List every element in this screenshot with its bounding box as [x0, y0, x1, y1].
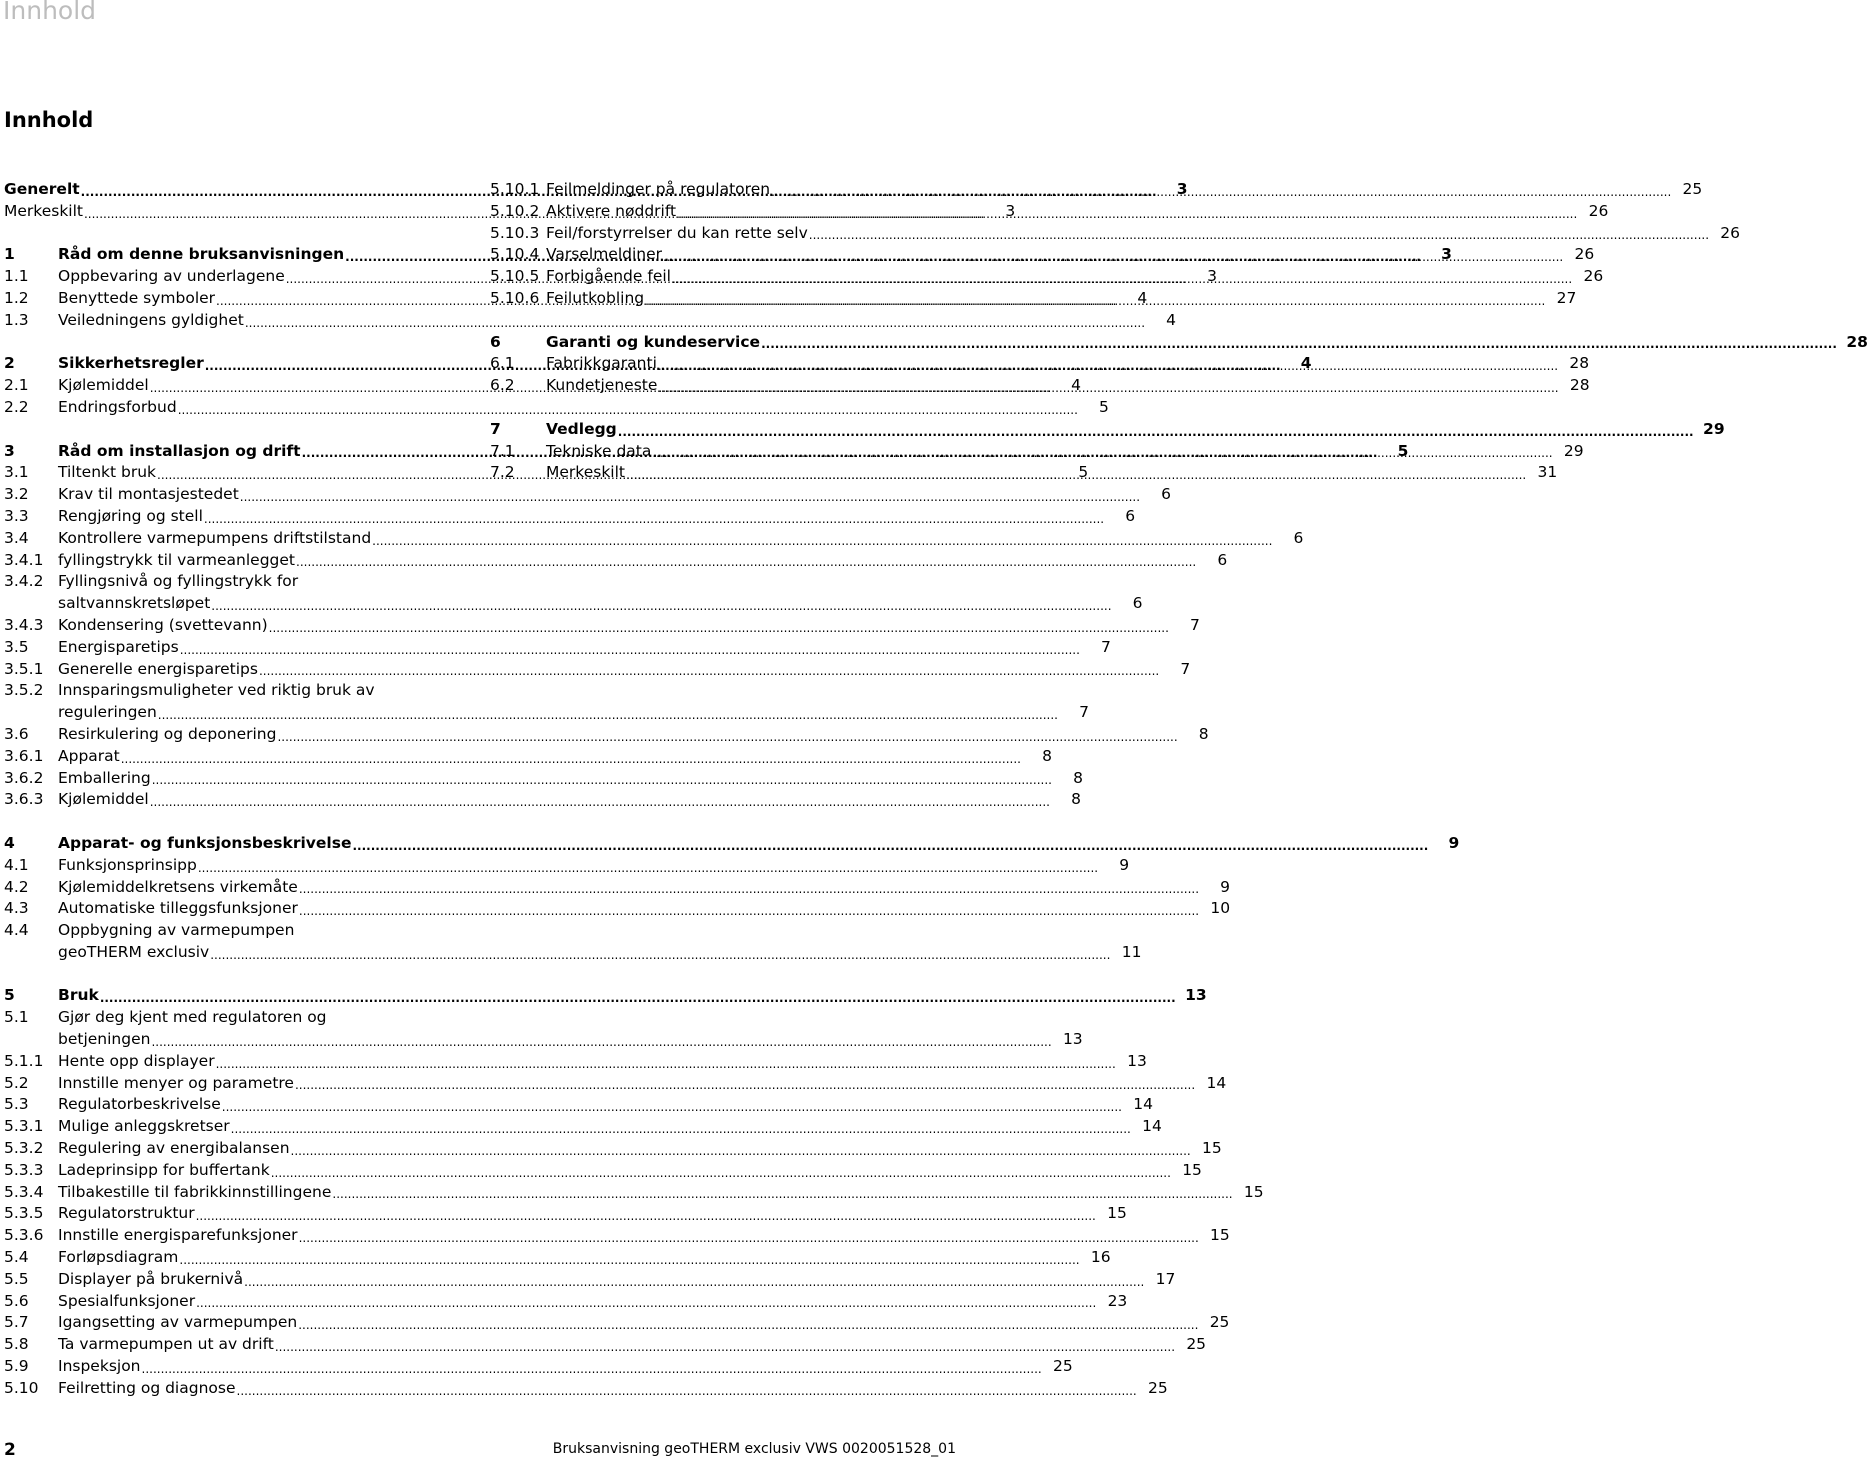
- toc-entry[interactable]: [4, 1073, 1227, 1095]
- toc-entry-number: 2: [4, 354, 15, 373]
- toc-entry-number: 7.1: [490, 441, 515, 460]
- toc-entry-title: Tiltenkt bruk: [58, 463, 157, 482]
- toc-dot-leader: [761, 335, 1837, 353]
- toc-spacer: [4, 964, 472, 986]
- toc-entry-page: 7: [1101, 637, 1111, 656]
- toc-entry-title: Merkeskilt: [546, 463, 625, 482]
- toc-entry-page: 17: [1155, 1269, 1176, 1288]
- toc-dot-leader: [216, 1055, 1116, 1073]
- toc-entry-page: 31: [1537, 463, 1558, 482]
- toc-entry[interactable]: [4, 920, 472, 942]
- toc-dot-leader: [271, 1164, 1171, 1182]
- toc-entry-page: 4: [1137, 288, 1148, 307]
- toc-dot-leader: [298, 1316, 1198, 1334]
- toc-dot-leader: [244, 1273, 1144, 1291]
- toc-entry-page: 7: [1190, 615, 1200, 634]
- toc-entry[interactable]: [4, 659, 1191, 681]
- toc-entry[interactable]: [4, 1203, 1127, 1225]
- toc-entry[interactable]: [4, 615, 1200, 637]
- toc-entry[interactable]: [4, 833, 1460, 855]
- toc-entry-title: Kondensering (svettevann): [58, 615, 268, 634]
- toc-entry-title: Fabrikkgaranti: [546, 354, 657, 373]
- toc-entry-page: 6: [1217, 550, 1228, 569]
- toc-entry-number: 3.3: [4, 506, 29, 525]
- toc-entry-title: Merkeskilt: [4, 201, 83, 220]
- toc-entry-title: Apparat- og funksjonsbeskrivelse: [58, 833, 352, 852]
- toc-entry-number: 5.1: [4, 1008, 29, 1027]
- toc-dot-leader: [291, 1142, 1191, 1160]
- toc-dot-leader: [275, 1338, 1175, 1356]
- toc-entry-number: 5: [4, 986, 15, 1005]
- toc-entry-number: 5.3.3: [4, 1160, 44, 1179]
- toc-entry-page: 14: [1206, 1073, 1227, 1092]
- toc-entry[interactable]: [4, 985, 1207, 1007]
- toc-entry-page: 8: [1071, 790, 1081, 809]
- toc-entry[interactable]: [490, 179, 1703, 201]
- toc-entry-number: 5.3: [4, 1095, 29, 1114]
- toc-entry[interactable]: [4, 746, 1052, 768]
- toc-entry-title: Hente opp displayer: [58, 1051, 215, 1070]
- toc-entry-page: 9: [1119, 855, 1130, 874]
- toc-entry-number: 7: [490, 419, 501, 438]
- toc-entry-page: 23: [1107, 1291, 1128, 1310]
- toc-entry-number: 1: [4, 245, 15, 264]
- toc-entry-title: saltvannskretsløpet: [58, 594, 211, 613]
- toc-spacer: [4, 223, 472, 245]
- toc-entry-number: 3.1: [4, 463, 29, 482]
- toc-entry-number: 4.4: [4, 921, 29, 940]
- toc-entry-title: Ta varmepumpen ut av drift: [58, 1335, 274, 1354]
- toc-entry-number: 5.3.2: [4, 1139, 44, 1158]
- toc-dot-leader: [663, 248, 1563, 266]
- toc-entry-page: 14: [1133, 1095, 1153, 1114]
- toc-spacer: [4, 332, 472, 354]
- toc-entry-number: 5.5: [4, 1269, 29, 1288]
- toc-dot-leader: [231, 1120, 1131, 1138]
- toc-entry[interactable]: [4, 1247, 1111, 1269]
- toc-dot-leader: [352, 837, 1428, 855]
- toc-entry-title: Krav til montasjestedet: [58, 485, 239, 504]
- toc-entry-page: 6: [1132, 594, 1143, 613]
- toc-entry-title: Automatiske tilleggsfunksjoner: [58, 899, 298, 918]
- toc-entry[interactable]: [4, 528, 1304, 550]
- toc-entry-page: 15: [1210, 1226, 1230, 1245]
- toc-entry-page: 28: [1569, 376, 1590, 395]
- footer-page-number: 2: [4, 1440, 16, 1460]
- toc-entry-title: Aktivere nøddrift: [546, 201, 677, 220]
- toc-entry-number: 1.1: [4, 267, 29, 286]
- toc-entry-page: 6: [1293, 528, 1304, 547]
- toc-dot-leader: [658, 379, 1558, 397]
- toc-entry-title: Feilutkobling: [546, 288, 645, 307]
- toc-entry-number: 3.5: [4, 637, 29, 656]
- toc-entry-number: 5.3.4: [4, 1182, 44, 1201]
- toc-entry-page: 8: [1198, 724, 1209, 743]
- toc-entry-page: 4: [1300, 354, 1312, 373]
- toc-dot-leader: [152, 771, 1052, 789]
- toc-spacer: [490, 397, 960, 419]
- toc-entry[interactable]: [4, 1225, 1230, 1247]
- toc-entry[interactable]: [490, 266, 1604, 288]
- toc-entry-title: Kontrollere varmepumpens driftstilstand: [58, 528, 372, 547]
- toc-entry[interactable]: [4, 571, 472, 593]
- toc-entry-title: Oppbevaring av underlagene: [58, 267, 285, 286]
- toc-entry[interactable]: [490, 288, 1577, 310]
- toc-entry-number: 6: [490, 332, 501, 351]
- toc-entry-title: betjeningen: [58, 1030, 151, 1049]
- toc-entry-page: 7: [1180, 659, 1191, 678]
- toc-entry-page: 25: [1209, 1313, 1230, 1332]
- toc-dot-leader: [210, 946, 1110, 964]
- toc-entry[interactable]: [4, 1182, 1264, 1204]
- toc-dot-leader: [652, 444, 1552, 462]
- toc-entry-number: 4.1: [4, 855, 29, 874]
- running-header-title: Innhold: [3, 0, 97, 25]
- toc-entry-page: 26: [1720, 223, 1741, 242]
- toc-entry-number: 1.3: [4, 310, 29, 329]
- toc-dot-leader: [372, 532, 1272, 550]
- toc-entry-number: 5.6: [4, 1291, 29, 1310]
- toc-entry-number: 3.5.2: [4, 681, 44, 700]
- toc-entry-number: 4.2: [4, 877, 29, 896]
- toc-dot-leader: [618, 423, 1694, 441]
- toc-entry-page: 10: [1210, 899, 1231, 918]
- toc-entry-title: Emballering: [58, 768, 151, 787]
- toc-entry-number: 1.2: [4, 288, 29, 307]
- toc-entry-page: 15: [1107, 1204, 1127, 1223]
- toc-entry-title: Kjølemiddel: [58, 376, 149, 395]
- toc-entry[interactable]: [4, 506, 1136, 528]
- toc-spacer: [4, 811, 472, 833]
- toc-entry-title: Benyttede symboler: [58, 288, 216, 307]
- toc-entry-number: 5.8: [4, 1335, 29, 1354]
- toc-entry-title: Innsparingsmuligheter ved riktig bruk av: [58, 681, 375, 700]
- toc-entry[interactable]: [490, 201, 1609, 223]
- toc-dot-leader: [196, 1294, 1096, 1312]
- toc-entry-number: 4: [4, 833, 15, 852]
- toc-entry-page: 7: [1079, 703, 1089, 722]
- toc-entry-title: Gjør deg kjent med regulatoren og: [58, 1008, 327, 1027]
- toc-entry[interactable]: [490, 244, 1595, 266]
- toc-entry[interactable]: [490, 462, 1558, 484]
- toc-dot-leader: [158, 706, 1058, 724]
- toc-entry-number: 3.2: [4, 485, 29, 504]
- toc-spacer: [4, 419, 472, 441]
- toc-dot-leader: [269, 619, 1169, 637]
- toc-entry-title: Energisparetips: [58, 637, 179, 656]
- toc-entry-title: Råd om installasjon og drift: [58, 441, 301, 460]
- toc-entry-title: Regulering av energibalansen: [58, 1139, 290, 1158]
- toc-entry-page: 3: [1207, 267, 1217, 286]
- toc-entry[interactable]: [4, 680, 472, 702]
- toc-entry-title: Feil/forstyrrelser du kan rette selv: [546, 223, 808, 242]
- toc-entry[interactable]: [4, 702, 1089, 724]
- toc-entry-title: Resirkulering og deponering: [58, 724, 277, 743]
- toc-entry[interactable]: [490, 332, 1868, 354]
- toc-entry-page: 9: [1220, 877, 1231, 896]
- toc-entry-number: 3.6: [4, 724, 29, 743]
- toc-dot-leader: [658, 357, 1558, 375]
- toc-entry-title: Forbigående feil: [546, 267, 671, 286]
- toc-entry-number: 5.10.2: [490, 201, 540, 220]
- toc-entry-page: 15: [1202, 1139, 1222, 1158]
- toc-entry-page: 27: [1556, 288, 1577, 307]
- toc-entry-number: 3.4.3: [4, 615, 44, 634]
- toc-dot-leader: [100, 989, 1176, 1007]
- toc-dot-leader: [150, 793, 1050, 811]
- toc-entry-number: 3.6.2: [4, 768, 44, 787]
- toc-entry-number: 7.2: [490, 463, 515, 482]
- toc-right-column: [490, 179, 1868, 484]
- toc-entry-page: 29: [1563, 441, 1584, 460]
- toc-dot-leader: [645, 292, 1545, 310]
- toc-dot-leader: [237, 1382, 1137, 1400]
- toc-entry-title: Veiledningens gyldighet: [58, 310, 244, 329]
- toc-entry[interactable]: [4, 397, 1109, 419]
- toc-entry-page: 29: [1703, 419, 1725, 438]
- toc-entry[interactable]: [4, 1334, 1207, 1356]
- toc-entry[interactable]: [4, 1291, 1128, 1313]
- toc-dot-leader: [677, 205, 1577, 223]
- toc-entry-title: Kjølemiddel: [58, 790, 149, 809]
- toc-entry[interactable]: [490, 441, 1584, 463]
- toc-entry[interactable]: [4, 1356, 1073, 1378]
- toc-entry[interactable]: [490, 419, 1725, 441]
- toc-entry[interactable]: [4, 1312, 1230, 1334]
- toc-entry[interactable]: [4, 1094, 1153, 1116]
- toc-entry-number: 6.1: [490, 354, 515, 373]
- toc-entry-title: Regulatorbeskrivelse: [58, 1095, 221, 1114]
- toc-entry-number: 4.3: [4, 899, 29, 918]
- toc-entry-number: 5.1.1: [4, 1051, 44, 1070]
- toc-entry-page: 15: [1243, 1182, 1264, 1201]
- toc-entry-number: 5.4: [4, 1248, 29, 1267]
- toc-entry-title: Spesialfunksjoner: [58, 1291, 196, 1310]
- toc-entry[interactable]: [490, 223, 1741, 245]
- toc-entry-title: Forløpsdiagram: [58, 1248, 179, 1267]
- toc-entry-number: 3.4.1: [4, 550, 44, 569]
- toc-entry-page: 25: [1682, 180, 1703, 198]
- toc-entry[interactable]: [4, 593, 1143, 615]
- toc-dot-leader: [299, 880, 1199, 898]
- toc-entry[interactable]: [4, 1378, 1168, 1400]
- toc-entry-number: 5.10: [4, 1378, 39, 1397]
- toc-dot-leader: [204, 510, 1104, 528]
- toc-entry[interactable]: [4, 1160, 1202, 1182]
- toc-entry-title: Rengjøring og stell: [58, 506, 203, 525]
- toc-entry-page: 4: [1166, 310, 1177, 329]
- page-title: Innhold: [4, 108, 94, 132]
- toc-entry-page: 13: [1185, 986, 1207, 1005]
- toc-entry-title: Vedlegg: [546, 419, 617, 438]
- toc-entry-number: 3.4: [4, 528, 29, 547]
- toc-entry-title: Funksjonsprinsipp: [58, 855, 197, 874]
- toc-entry-page: 15: [1182, 1160, 1202, 1179]
- toc-entry-page: 4: [1071, 376, 1081, 395]
- toc-entry-number: 2.2: [4, 397, 29, 416]
- toc-entry-number: 5.10.5: [490, 267, 540, 286]
- toc-entry-title: Innstille energisparefunksjoner: [58, 1226, 298, 1245]
- toc-entry-title: Varselmeldiner: [546, 245, 663, 264]
- toc-entry-number: 5.10.4: [490, 245, 540, 264]
- toc-entry-page: 13: [1062, 1030, 1083, 1049]
- toc-entry-title: Generelle energisparetips: [58, 659, 258, 678]
- toc-entry-page: 26: [1574, 245, 1595, 264]
- toc-entry-title: Regulatorstruktur: [58, 1204, 195, 1223]
- toc-entry-title: Kjølemiddelkretsens virkemåte: [58, 877, 298, 896]
- toc-entry-number: 5.9: [4, 1357, 29, 1376]
- toc-entry-title: Displayer på brukernivå: [58, 1269, 244, 1288]
- toc-entry[interactable]: [4, 1029, 1083, 1051]
- toc-entry-page: 3: [1441, 245, 1452, 264]
- toc-entry[interactable]: [490, 353, 1590, 375]
- toc-entry-title: Tekniske data: [546, 441, 652, 460]
- toc-entry-number: 3: [4, 441, 15, 460]
- toc-entry-title: Ladeprinsipp for buffertank: [58, 1160, 270, 1179]
- toc-entry-page: 3: [1005, 201, 1016, 220]
- toc-entry-page: 8: [1042, 746, 1052, 765]
- toc-entry-title: geoTHERM exclusiv: [58, 942, 210, 961]
- toc-entry-number: 5.3.6: [4, 1226, 44, 1245]
- toc-dot-leader: [771, 183, 1671, 201]
- toc-entry-number: 5.3.5: [4, 1204, 44, 1223]
- toc-entry-title: Igangsetting av varmepumpen: [58, 1313, 298, 1332]
- toc-entry[interactable]: [4, 942, 1142, 964]
- toc-entry[interactable]: [4, 768, 1083, 790]
- toc-dot-leader: [198, 859, 1098, 877]
- toc-entry[interactable]: [4, 637, 1111, 659]
- toc-entry-page: 14: [1142, 1117, 1162, 1136]
- toc-entry-number: 3.4.2: [4, 572, 44, 591]
- toc-entry-title: Innstille menyer og parametre: [58, 1073, 294, 1092]
- toc-entry-title: Endringsforbud: [58, 397, 177, 416]
- toc-dot-leader: [672, 270, 1572, 288]
- toc-entry-page: 25: [1186, 1335, 1207, 1354]
- toc-entry-page: 6: [1161, 485, 1172, 504]
- toc-entry[interactable]: [4, 724, 1209, 746]
- toc-entry-title: Bruk: [58, 986, 99, 1005]
- toc-entry[interactable]: [4, 1007, 472, 1029]
- toc-entry-number: 3.5.1: [4, 659, 44, 678]
- footer-document-title: Bruksanvisning geoTHERM exclusiv VWS 0020051528_01: [552, 1441, 956, 1457]
- toc-entry-page: 9: [1448, 833, 1460, 852]
- toc-entry-title: reguleringen: [58, 703, 157, 722]
- toc-entry-page: 6: [1125, 506, 1136, 525]
- toc-entry-page: 5: [1099, 397, 1109, 416]
- toc-entry-title: Generelt: [4, 180, 80, 198]
- toc-dot-leader: [626, 466, 1526, 484]
- toc-entry-page: 26: [1583, 267, 1604, 286]
- toc-entry[interactable]: [4, 550, 1228, 572]
- toc-dot-leader: [296, 553, 1196, 571]
- toc-entry-page: 25: [1147, 1378, 1168, 1397]
- toc-entry-number: 5.7: [4, 1313, 29, 1332]
- toc-entry-page: 25: [1053, 1357, 1073, 1376]
- toc-entry-title: Feilmeldinger på regulatoren: [546, 180, 771, 198]
- toc-entry[interactable]: [490, 375, 1590, 397]
- toc-entry[interactable]: [4, 855, 1130, 877]
- toc-entry[interactable]: [4, 1269, 1176, 1291]
- toc-entry-page: 13: [1127, 1051, 1147, 1070]
- toc-entry-page: 28: [1846, 332, 1868, 351]
- toc-dot-leader: [121, 750, 1021, 768]
- toc-entry-number: 5.2: [4, 1073, 29, 1092]
- toc-dot-leader: [259, 662, 1159, 680]
- toc-entry[interactable]: [4, 1116, 1162, 1138]
- toc-entry-title: Kundetjeneste: [546, 376, 658, 395]
- toc-entry[interactable]: [4, 484, 1172, 506]
- toc-entry-title: Mulige anleggskretser: [58, 1117, 230, 1136]
- toc-entry-number: 2.1: [4, 376, 29, 395]
- toc-dot-leader: [299, 902, 1199, 920]
- toc-dot-leader: [180, 641, 1080, 659]
- toc-entry-number: 5.3.1: [4, 1117, 44, 1136]
- toc-entry[interactable]: [4, 1138, 1222, 1160]
- toc-entry[interactable]: [4, 310, 1177, 332]
- toc-entry[interactable]: [4, 898, 1231, 920]
- toc-dot-leader: [295, 1076, 1195, 1094]
- toc-entry-title: Tilbakestille til fabrikkinnstillingene: [58, 1182, 332, 1201]
- toc-entry-page: 3: [1176, 180, 1188, 198]
- toc-entry[interactable]: [4, 877, 1231, 899]
- toc-entry-title: Apparat: [58, 746, 120, 765]
- toc-entry-title: Garanti og kundeservice: [546, 332, 761, 351]
- toc-entry-title: fyllingstrykk til varmeanlegget: [58, 550, 295, 569]
- toc-dot-leader: [299, 1229, 1199, 1247]
- toc-entry[interactable]: [4, 1051, 1147, 1073]
- toc-entry-page: 16: [1090, 1248, 1111, 1267]
- toc-dot-leader: [211, 597, 1111, 615]
- toc-entry[interactable]: [4, 789, 1081, 811]
- toc-entry-title: Fyllingsnivå og fyllingstrykk for: [58, 572, 299, 591]
- toc-entry-number: 5.10.3: [490, 223, 540, 242]
- toc-entry-title: Råd om denne bruksanvisningen: [58, 245, 345, 264]
- toc-dot-leader: [142, 1360, 1042, 1378]
- toc-entry-title: Feilretting og diagnose: [58, 1378, 236, 1397]
- toc-dot-leader: [196, 1207, 1096, 1225]
- toc-dot-leader: [277, 728, 1177, 746]
- toc-dot-leader: [809, 226, 1709, 244]
- toc-dot-leader: [151, 1033, 1051, 1051]
- toc-entry-number: 6.2: [490, 376, 515, 395]
- toc-entry-page: 28: [1569, 354, 1590, 373]
- toc-entry-number: 5.10.6: [490, 288, 540, 307]
- toc-entry-number: 5.10.1: [490, 180, 540, 198]
- toc-dot-leader: [222, 1098, 1122, 1116]
- toc-entry-page: 26: [1588, 201, 1609, 220]
- toc-entry-title: Inspeksjon: [58, 1357, 141, 1376]
- toc-dot-leader: [240, 488, 1140, 506]
- toc-dot-leader: [332, 1185, 1232, 1203]
- toc-entry-page: 5: [1397, 441, 1409, 460]
- toc-entry-title: Oppbygning av varmepumpen: [58, 921, 295, 940]
- toc-entry-title: Sikkerhetsregler: [58, 354, 204, 373]
- toc-entry-page: 8: [1073, 768, 1083, 787]
- toc-entry-page: 11: [1121, 942, 1142, 961]
- toc-entry-number: 3.6.1: [4, 746, 44, 765]
- toc-entry-number: 3.6.3: [4, 790, 44, 809]
- toc-entry-page: 5: [1078, 463, 1089, 482]
- toc-spacer: [490, 310, 960, 332]
- toc-dot-leader: [179, 1251, 1079, 1269]
